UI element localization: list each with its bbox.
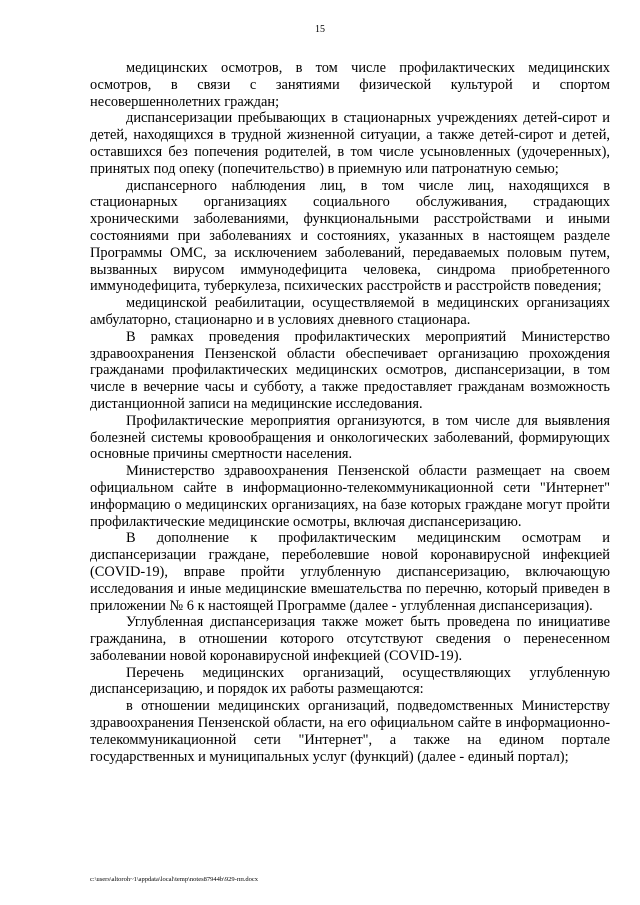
paragraph: Министерство здравоохранения Пензенской области размещает на своем официальном сайте в информационно-телекоммуникационной сети "Интернет" информацию о медицинских организациях, на базе которых граждане могут пройти профилактические медицинские осмотры, включая диспансеризацию.	[90, 463, 610, 530]
paragraph: Перечень медицинских организаций, осуществляющих углубленную диспансеризацию, и порядок их работы размещаются:	[90, 664, 610, 698]
paragraph: в отношении медицинских организаций, подведомственных Министерству здравоохранения Пензенской области, на его официальном сайте в информационно-телекоммуникационной сети "Интернет", а также на едином портале государственных и муниципальных услуг (функций) (далее - единый портал);	[90, 698, 610, 765]
paragraph: Углубленная диспансеризация также может быть проведена по инициативе гражданина, в отношении которого отсутствуют сведения о перенесенном заболевании новой коронавирусной инфекцией (COVID-19).	[90, 614, 610, 664]
page-number: 15	[315, 24, 325, 35]
paragraph: медицинских осмотров, в том числе профилактических медицинских осмотров, в связи с занятиями физической культурой и спортом несовершеннолетних граждан;	[90, 60, 610, 110]
footer-file-path: c:\users\altoroh~1\appdata\local\temp\notes87944b\929-пп.docx	[90, 876, 259, 883]
paragraph: диспансерного наблюдения лиц, в том числе лиц, находящихся в стационарных организациях социального обслуживания, страдающих хроническими заболеваниями, функциональными расстройствами и иными состояниями при заболеваниях и состояниях, указанных в настоящем разделе Программы ОМС, за исключением заболеваний, передаваемых половым путем, вызванных вирусом иммунодефицита человека, синдрома приобретенного иммунодефицита, туберкулеза, психических расстройств и расстройств поведения;	[90, 177, 610, 295]
paragraph: диспансеризации пребывающих в стационарных учреждениях детей-сирот и детей, находящихся в трудной жизненной ситуации, а также детей-сирот и детей, оставшихся без попечения родителей, в том числе усыновленных (удочеренных), принятых под опеку (попечительство) в приемную или патронатную семью;	[90, 110, 610, 177]
document-body	[90, 60, 610, 765]
paragraph: Профилактические мероприятия организуются, в том числе для выявления болезней системы кровообращения и онкологических заболеваний, формирующих основные причины смертности населения.	[90, 412, 610, 463]
paragraph: медицинской реабилитации, осуществляемой в медицинских организациях амбулаторно, стационарно и в условиях дневного стационара.	[90, 295, 610, 328]
paragraph: В рамках проведения профилактических мероприятий Министерство здравоохранения Пензенской области обеспечивает организацию прохождения гражданами профилактических медицинских осмотров, диспансеризации, в том числе в вечерние часы и субботу, а также предоставляет гражданам возможность дистанционной записи на медицинские исследования.	[90, 328, 610, 412]
paragraph: В дополнение к профилактическим медицинским осмотрам и диспансеризации граждане, переболевшие новой коронавирусной инфекцией (COVID-19), вправе пройти углубленную диспансеризацию, включающую исследования и иные медицинские вмешательства по перечню, который приведен в приложении № 6 к настоящей Программе (далее - углубленная диспансеризация).	[90, 530, 610, 614]
